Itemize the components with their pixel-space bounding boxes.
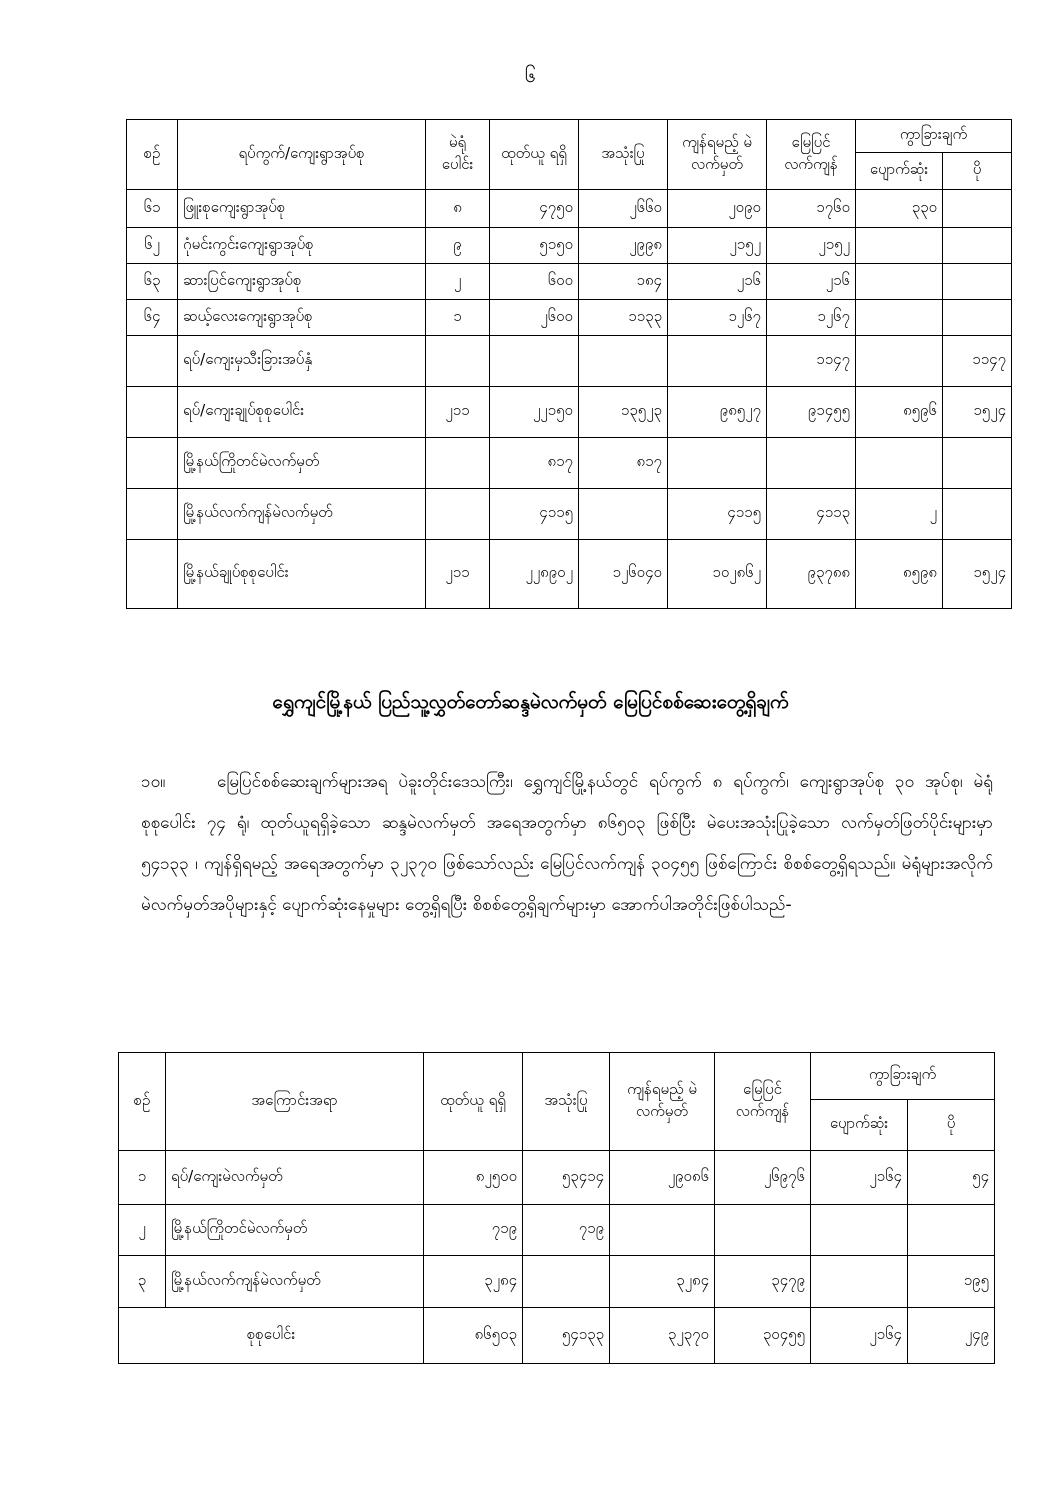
header-actual: မြေပြင် လက်ကျန်	[767, 120, 856, 190]
header-excess: ပို	[943, 153, 1012, 190]
table-cell: ဖြူးစုကျေးရွာအုပ်စု	[178, 190, 426, 228]
table-cell: ၈၁၇	[579, 438, 668, 489]
table-cell: ၆၄	[127, 300, 178, 336]
table-cell: ၄၁၁၅	[490, 489, 579, 540]
table-row	[119, 1256, 995, 1308]
table-cell	[426, 489, 490, 540]
paragraph-text: မြေပြင်စစ်ဆေးချက်များအရ ပဲခူးတိုင်းဒေသကြီး၊ ရွှေကျင်မြို့နယ်တွင် ရပ်ကွက် ၈ ရပ်ကွက်၊ ကျေးရွာအုပ်စု ၃၀ အုပ်စု၊ မဲရုံစုစုပေါင်း ၇၄ ရုံ၊ ထုတ်ယူရရှိခဲ့သော ဆန္ဒမဲလက်မှတ် အရေအတွက်မှာ ၈၆၅၀၃ ဖြစ်ပြီး မဲပေးအသုံးပြုခဲ့သော လက်မှတ်ဖြတ်ပိုင်းများမှာ ၅၄၁၃၃ ၊ ကျန်ရှိရမည့် အရေအတွက်မှာ ၃၂၃၇၀ ဖြစ်သော်လည်း မြေပြင်လက်ကျန် ၃၀၄၅၅ ဖြစ်ကြောင်း စိစစ်တွေ့ရှိရသည်။ မဲရုံများအလိုက် မဲလက်မှတ်အပိုများနှင့် ပျောက်ဆုံးနေမှုများ တွေ့ရှိရပြီး စိစစ်တွေ့ရှိချက်များမှာ အောက်ပါအတိုင်းဖြစ်ပါသည်-	[141, 772, 993, 915]
table-cell	[856, 264, 943, 300]
table-cell: ၇၁၉	[424, 1205, 523, 1256]
table-cell: ၂၄၉	[908, 1308, 995, 1364]
table-cell: မြို့နယ်လက်ကျန်မဲလက်မှတ်	[178, 489, 426, 540]
table-cell: ၃၂၃၇၀	[610, 1308, 715, 1364]
table-cell	[490, 336, 579, 387]
header-diff: ကွာခြားချက်	[856, 120, 1012, 153]
table-row-total	[119, 1308, 995, 1364]
table-cell: ၈၆၅၀၃	[424, 1308, 523, 1364]
township-summary-table	[118, 1052, 995, 1364]
table-cell: ၆၂	[127, 228, 178, 264]
table-row	[127, 540, 1012, 609]
table-cell: မြို့နယ်ကြိုတင်မဲလက်မှတ်	[178, 438, 426, 489]
table-cell: ၆၁	[127, 190, 178, 228]
table-cell: ၂၆၀၀	[490, 300, 579, 336]
header-booths: မဲရုံ ပေါင်း	[426, 120, 490, 190]
header-lost: ပျောက်ဆုံး	[856, 153, 943, 190]
table-cell: ၃၂၈၄	[610, 1256, 715, 1308]
table-cell: ၂၂၁၅၀	[490, 387, 579, 438]
table-cell: ၅၄၁၃၃	[523, 1308, 610, 1364]
table-cell	[943, 190, 1012, 228]
table-cell: ၁၂၆၀၄၀	[579, 540, 668, 609]
table-cell: ၃၂၈၄	[424, 1256, 523, 1308]
table-cell: ၃	[119, 1256, 166, 1308]
table-row	[127, 300, 1012, 336]
table-cell: ၈၂၅၀၀	[424, 1151, 523, 1205]
table-cell: ၁၂၆၇	[668, 300, 767, 336]
table-cell: ၁၂၆၇	[767, 300, 856, 336]
table-cell	[943, 264, 1012, 300]
table-cell: ဆယ့်လေးကျေးရွာအုပ်စု	[178, 300, 426, 336]
t2-header-received: ထုတ်ယူ ရရှိ	[424, 1053, 523, 1151]
table-row	[127, 387, 1012, 438]
table-cell	[856, 336, 943, 387]
table-cell	[127, 438, 178, 489]
table-cell	[908, 1205, 995, 1256]
t2-header-item: အကြောင်းအရာ	[166, 1053, 424, 1151]
table-row	[127, 336, 1012, 387]
table-cell: ၂၁၁	[426, 387, 490, 438]
table-cell: ၂၁၅၂	[668, 228, 767, 264]
table-cell	[856, 228, 943, 264]
table-cell	[767, 438, 856, 489]
table-cell	[579, 336, 668, 387]
t2-header-remaining: ကျန်ရမည့် မဲလက်မှတ်	[610, 1053, 715, 1151]
header-received: ထုတ်ယူ ရရှိ	[490, 120, 579, 190]
header-no: စဉ်	[127, 120, 178, 190]
table-cell: ၂၁၁	[426, 540, 490, 609]
t2-header-excess: ပို	[908, 1100, 995, 1151]
table-cell	[943, 228, 1012, 264]
table-cell: ၂၂၈၉၀၂	[490, 540, 579, 609]
t2-header-diff: ကွာခြားချက်	[811, 1053, 995, 1100]
table-cell	[715, 1205, 811, 1256]
table-cell: ၈၅၉၈	[856, 540, 943, 609]
table-cell	[127, 387, 178, 438]
table-cell	[668, 438, 767, 489]
table-cell: မြို့နယ်ချုပ်စုစုပေါင်း	[178, 540, 426, 609]
table-cell: ၁၁၃၃	[579, 300, 668, 336]
table-cell: ၅၁၅၀	[490, 228, 579, 264]
table-cell: ၂၉၀၈၆	[610, 1151, 715, 1205]
table-cell: ၃၄၇၉	[715, 1256, 811, 1308]
header-name: ရပ်ကွက်/ကျေးရွာအုပ်စု	[178, 120, 426, 190]
table-cell	[811, 1205, 908, 1256]
table-cell: ၈၁၇	[490, 438, 579, 489]
table-cell: ၁၁၄၇	[943, 336, 1012, 387]
table-cell: ၈၅၉၆	[856, 387, 943, 438]
header-used: အသုံးပြု	[579, 120, 668, 190]
table-cell: ၁၅၂၄	[943, 540, 1012, 609]
table-cell	[426, 336, 490, 387]
table-row	[127, 190, 1012, 228]
t2-header-actual: မြေပြင် လက်ကျန်	[715, 1053, 811, 1151]
table-cell	[943, 489, 1012, 540]
table-cell	[943, 300, 1012, 336]
table-cell: ၃၀၄၅၅	[715, 1308, 811, 1364]
table-cell: ရပ်/ကျေးမဲလက်မှတ်	[166, 1151, 424, 1205]
table-cell: ၅၃၄၁၄	[523, 1151, 610, 1205]
table-cell: ၁၃၅၂၃	[579, 387, 668, 438]
table-cell	[943, 438, 1012, 489]
table-cell: ၂၁၆၄	[811, 1151, 908, 1205]
table-cell: ၆၀၀	[490, 264, 579, 300]
table-cell: ၄၁၁၅	[668, 489, 767, 540]
t2-header-lost: ပျောက်ဆုံး	[811, 1100, 908, 1151]
page-number: ၆	[524, 63, 537, 87]
table-cell: ၉၃၇၈၈	[767, 540, 856, 609]
table-cell: ရပ်/ကျေးချုပ်စုစုပေါင်း	[178, 387, 426, 438]
table-cell: မြို့နယ်ကြိုတင်မဲလက်မှတ်	[166, 1205, 424, 1256]
table-cell: ၉၈၅၂၇	[668, 387, 767, 438]
table-cell: ရပ်/ကျေးမှသီးခြားအပ်နှံ	[178, 336, 426, 387]
total-label: စုစုပေါင်း	[119, 1308, 424, 1364]
table-cell	[610, 1205, 715, 1256]
table-cell: ၂	[119, 1205, 166, 1256]
table-cell: ၂၁၆	[668, 264, 767, 300]
table-cell: ၂၉၉၈	[579, 228, 668, 264]
table-row	[127, 438, 1012, 489]
table-cell: ၁၇၆၀	[767, 190, 856, 228]
table-cell: ၄၇၅၀	[490, 190, 579, 228]
constituency-ballot-table	[126, 119, 1012, 609]
table-cell	[127, 336, 178, 387]
table-cell: ၁၅၂၄	[943, 387, 1012, 438]
table-cell: ၈	[426, 190, 490, 228]
table-cell	[811, 1256, 908, 1308]
table-cell: ၂	[856, 489, 943, 540]
table-cell: ၂၆၉၇၆	[715, 1151, 811, 1205]
table-row	[119, 1151, 995, 1205]
t2-header-used: အသုံးပြု	[523, 1053, 610, 1151]
table-cell	[426, 438, 490, 489]
table-cell	[127, 489, 178, 540]
table-cell: ၂၁၆	[767, 264, 856, 300]
table-cell: ၂၀၉၀	[668, 190, 767, 228]
table-cell: ၁	[119, 1151, 166, 1205]
table-cell: ၉၁၄၅၅	[767, 387, 856, 438]
header-remaining: ကျန်ရမည့် မဲလက်မှတ်	[668, 120, 767, 190]
table-cell: ဂုံမင်းကွင်းကျေးရွာအုပ်စု	[178, 228, 426, 264]
table-cell: ၉	[426, 228, 490, 264]
table-cell	[579, 489, 668, 540]
table-cell	[668, 336, 767, 387]
table-cell: ၂၆၆၀	[579, 190, 668, 228]
section-heading: ရွှေကျင်မြို့နယ် ပြည်သူ့လွှတ်တော်ဆန္ဒမဲလက်မှတ် မြေပြင်စစ်ဆေးတွေ့ရှိချက်	[272, 691, 789, 713]
table-cell: ဆားပြင်ကျေးရွာအုပ်စု	[178, 264, 426, 300]
table-cell: ၂၁၆၄	[811, 1308, 908, 1364]
table-cell: ၂	[426, 264, 490, 300]
paragraph-number: ၁၀။	[141, 772, 166, 792]
table-cell: ၅၄	[908, 1151, 995, 1205]
t2-header-no: စဉ်	[119, 1053, 166, 1151]
table-cell: ၆၃	[127, 264, 178, 300]
table-cell: ၄၁၁၃	[767, 489, 856, 540]
table-cell: ၂၁၅၂	[767, 228, 856, 264]
table-row	[127, 228, 1012, 264]
table-cell: ၁၉၅	[908, 1256, 995, 1308]
table-row	[127, 489, 1012, 540]
table-cell: ၁၀၂၈၆၂	[668, 540, 767, 609]
table-cell: ၁၈၄	[579, 264, 668, 300]
table-cell: ၁	[426, 300, 490, 336]
table-cell	[856, 438, 943, 489]
table-cell	[856, 300, 943, 336]
table-row	[127, 264, 1012, 300]
findings-paragraph	[141, 762, 993, 926]
table-cell	[523, 1256, 610, 1308]
table-row	[119, 1205, 995, 1256]
table-cell: ၃၃၀	[856, 190, 943, 228]
table-cell: ၁၁၄၇	[767, 336, 856, 387]
table-cell	[127, 540, 178, 609]
table-cell: ၇၁၉	[523, 1205, 610, 1256]
table-cell: မြို့နယ်လက်ကျန်မဲလက်မှတ်	[166, 1256, 424, 1308]
